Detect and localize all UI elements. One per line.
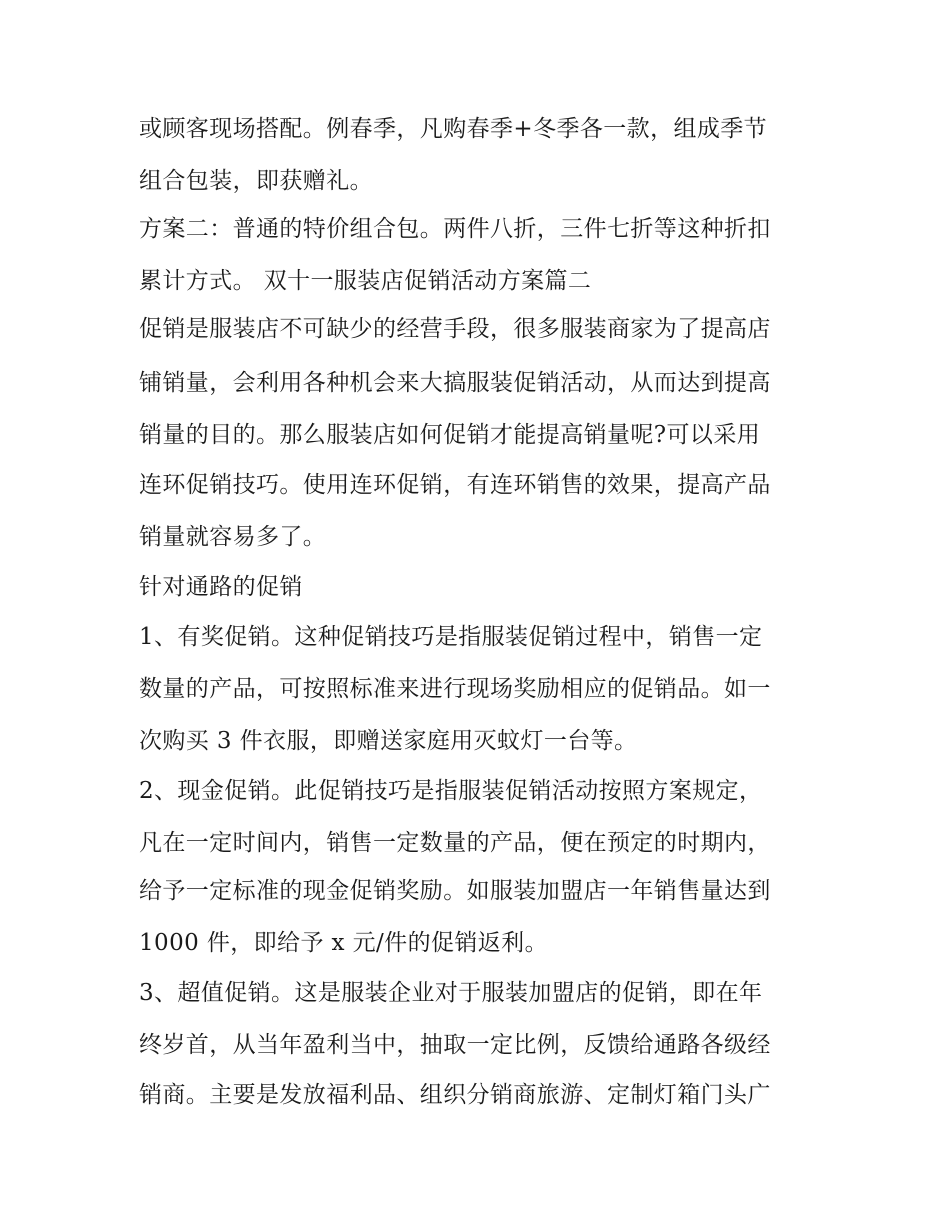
text-line: 终岁首，从当年盈利当中，抽取一定比例，反馈给通路各级经 — [139, 1032, 771, 1058]
text-line: 销量的目的。那么服装店如何促销才能提高销量呢?可以采用 — [139, 422, 761, 448]
text-line: 1000 件，即给予 x 元/件的促销返利。 — [139, 930, 548, 956]
text-line: 或顾客现场搭配。例春季，凡购春季+冬季各一款，组成季节 — [139, 116, 768, 142]
text-line: 方案二：普通的特价组合包。两件八折，三件七折等这种折扣 — [139, 216, 771, 242]
section-heading: 针对通路的促销 — [139, 574, 303, 600]
text-line: 给予一定标准的现金促销奖励。如服装加盟店一年销售量达到 — [139, 878, 771, 904]
text-line: 3、超值促销。这是服装企业对于服装加盟店的促销，即在年 — [139, 980, 763, 1006]
text-line: 连环促销技巧。使用连环促销，有连环销售的效果，提高产品 — [139, 472, 771, 498]
text-line: 数量的产品，可按照标准来进行现场奖励相应的促销品。如一 — [139, 676, 771, 702]
text-line: 铺销量，会利用各种机会来大搞服装促销活动，从而达到提高 — [139, 370, 771, 396]
text-line: 销量就容易多了。 — [139, 524, 327, 550]
text-line: 凡在一定时间内，销售一定数量的产品，便在预定的时期内， — [139, 830, 771, 856]
text-line: 1、有奖促销。这种促销技巧是指服装促销过程中，销售一定 — [139, 624, 763, 650]
text-line: 促销是服装店不可缺少的经营手段，很多服装商家为了提高店 — [139, 316, 771, 342]
text-line: 销商。主要是发放福利品、组织分销商旅游、定制灯箱门头广 — [139, 1082, 771, 1108]
text-line: 次购买 3 件衣服，即赠送家庭用灭蚊灯一台等。 — [139, 728, 638, 754]
text-line: 2、现金促销。此促销技巧是指服装促销活动按照方案规定， — [139, 778, 763, 804]
text-line: 组合包装，即获赠礼。 — [139, 168, 373, 194]
text-line: 累计方式。 双十一服装店促销活动方案篇二 — [139, 268, 592, 294]
